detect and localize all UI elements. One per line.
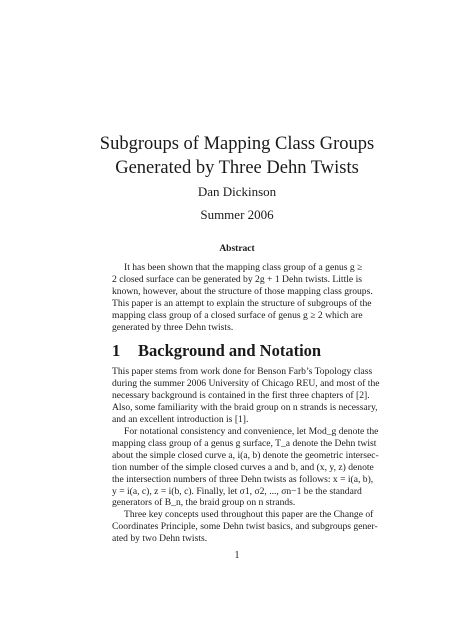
paragraph-line: generators of B_n, the braid group on n strands. xyxy=(112,497,296,509)
page-number: 1 xyxy=(234,550,240,561)
paper-date: Summer 2006 xyxy=(200,207,274,222)
paragraph-line: during the summer 2006 University of Chicago REU, and most of the xyxy=(112,377,380,389)
paragraph-line: the intersection numbers of three Dehn twists as follows: x = i(a, b), xyxy=(112,473,374,485)
paper-title xyxy=(60,132,414,180)
paragraph-line: Three key concepts used throughout this paper are the Change of xyxy=(124,509,374,521)
abstract-body xyxy=(112,262,376,335)
abstract-heading: Abstract xyxy=(219,244,255,254)
paragraph-line: For notational consistency and convenience, let Mod_g denote the xyxy=(124,426,379,437)
section-number: 1 xyxy=(112,341,121,360)
abstract-line: This paper is an attempt to explain the structure of subgroups of the xyxy=(112,298,372,310)
abstract-line: 2 closed surface can be generated by 2g + 1 Dehn twists. Little is xyxy=(112,274,362,286)
abstract-line: mapping class group of a closed surface of genus g ≥ 2 which are xyxy=(112,310,363,322)
abstract-line: generated by three Dehn twists. xyxy=(112,322,234,334)
paragraph-line: Also, some familiarity with the braid group on n strands is necessary, xyxy=(112,401,378,413)
abstract-line: It has been shown that the mapping class group of a genus g ≥ xyxy=(124,262,363,273)
paragraph-line: about the simple closed curve a, i(a, b) denote the geometric intersec- xyxy=(112,449,379,461)
paragraph-2 xyxy=(112,426,379,545)
paragraph-line: y = i(a, c), z = i(b, c). Finally, let σ1, σ2, ..., σn−1 be the standard xyxy=(112,485,362,497)
author-name: Dan Dickinson xyxy=(197,184,277,199)
paragraph-line: necessary background is contained in the first three chapters of [2]. xyxy=(112,389,370,401)
paragraph-line: mapping class group of a genus g surface, T_a denote the Dehn twist xyxy=(112,437,377,449)
abstract-line: known, however, about the structure of those mapping class groups. xyxy=(112,286,373,298)
title-line-1: Subgroups of Mapping Class Groups xyxy=(99,134,375,154)
paragraph-1 xyxy=(112,366,380,426)
paragraph-line: tion number of the simple closed curves a and b, and (x, y, z) denote xyxy=(112,461,374,473)
section-title: Background and Notation xyxy=(138,341,322,360)
section-heading xyxy=(112,341,321,361)
paragraph-line: and an excellent introduction is [1]. xyxy=(112,413,249,425)
paragraph-line: Coordinates Principle, some Dehn twist basics, and subgroups gener- xyxy=(112,521,378,533)
paragraph-line: This paper stems from work done for Benson Farb’s Topology class xyxy=(112,366,373,377)
title-line-2: Generated by Three Dehn Twists xyxy=(115,158,359,178)
paragraph-line: ated by two Dehn twists. xyxy=(112,533,208,545)
